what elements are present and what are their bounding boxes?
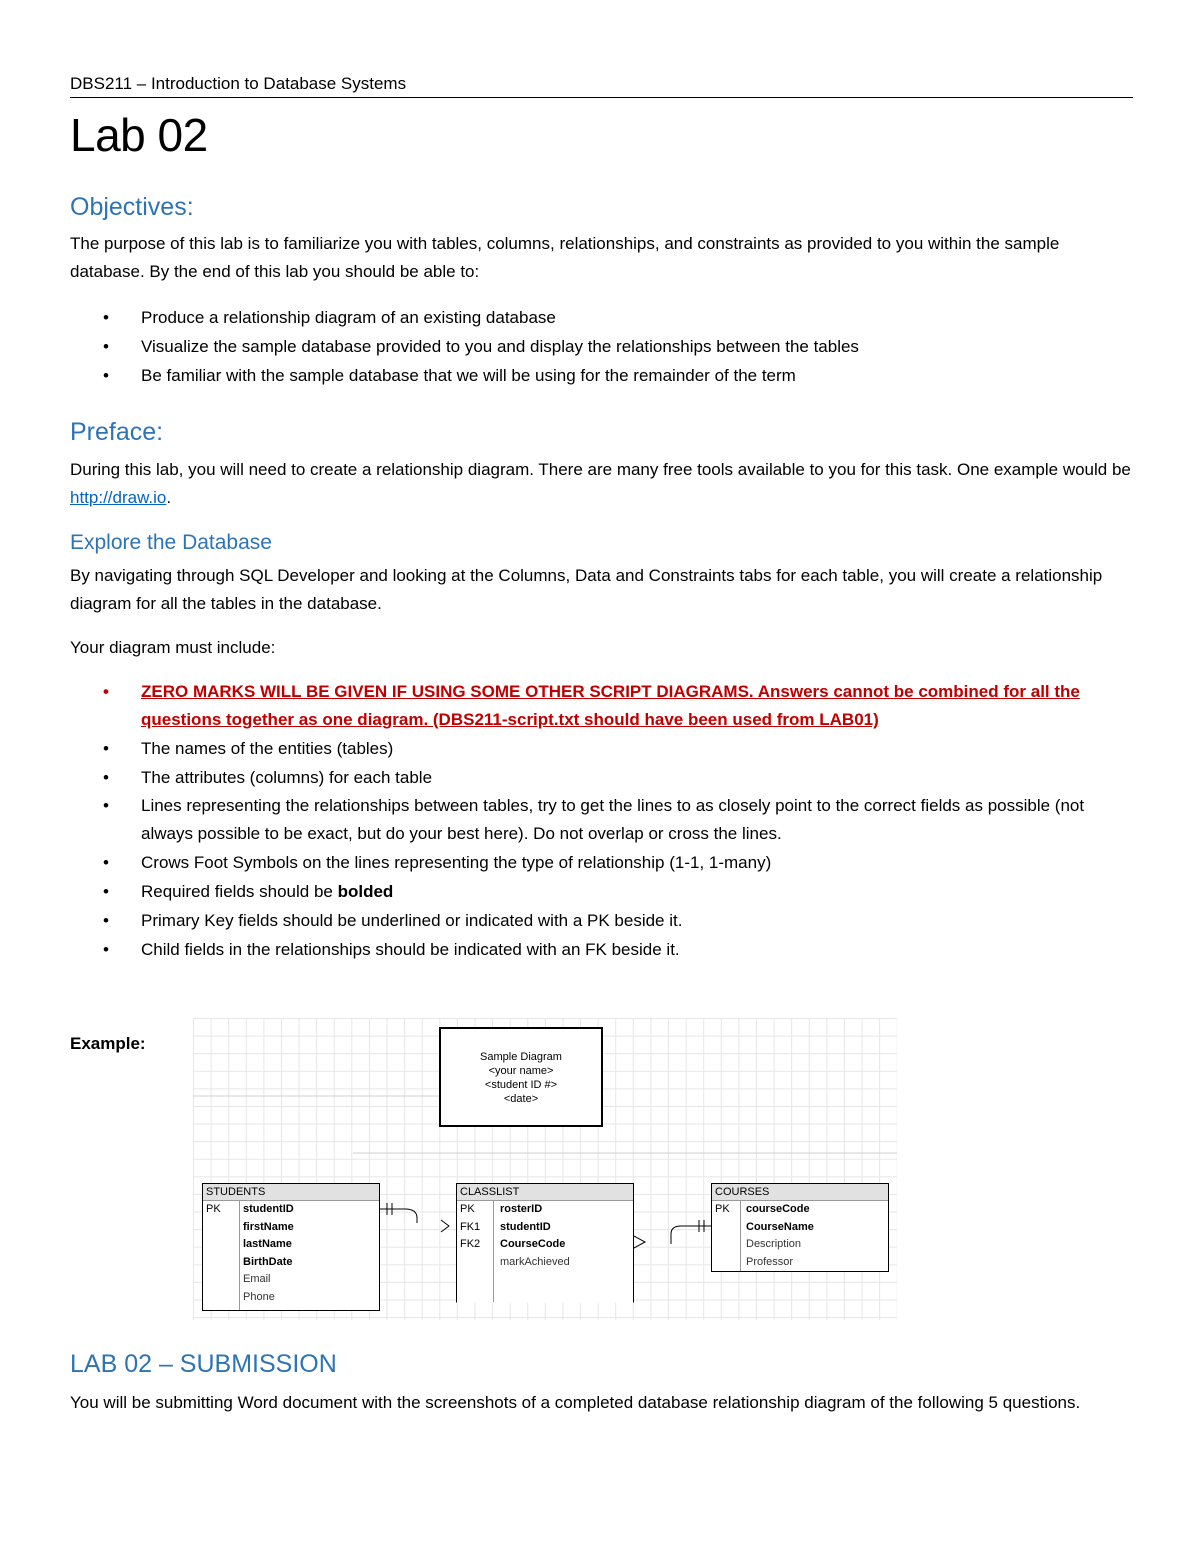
key-label: FK1 <box>460 1220 481 1233</box>
sample-line: <student ID #> <box>484 1079 558 1091</box>
key-label: PK <box>206 1203 221 1215</box>
entity-courses <box>711 1183 889 1272</box>
entity-classlist <box>456 1183 634 1303</box>
key-label: PK <box>715 1203 730 1215</box>
key-label: FK2 <box>460 1238 481 1250</box>
list-item: • The attributes (columns) for each table <box>70 763 1133 792</box>
attribute: markAchieved <box>500 1255 570 1268</box>
sample-diagram-box <box>439 1027 603 1127</box>
objectives-list <box>70 303 1133 390</box>
list-item: • Crows Foot Symbols on the lines representing the type of relationship (1-1, 1-many) <box>70 848 1133 877</box>
list-item: • Visualize the sample database provided to you and display the relationships between the tables <box>70 332 1133 361</box>
list-item: • Child fields in the relationships should be indicated with an FK beside it. <box>70 935 1133 964</box>
page-title: Lab 02 <box>70 109 208 161</box>
explore-text: By navigating through SQL Developer and looking at the Columns, Data and Constraints tabs for each table, you will create a relationship diagram for all the tables in the database. <box>70 566 1103 613</box>
entity-title: STUDENTS <box>203 1184 379 1201</box>
entity-title: CLASSLIST <box>457 1184 633 1201</box>
required-bold-text: bolded <box>337 882 394 901</box>
warning-item: • ZERO MARKS WILL BE GIVEN IF USING SOME OTHER SCRIPT DIAGRAMS. Answers cannot be combined for all the questions together as one diagram. (DBS211-script.txt should have been used from LAB01) <box>70 678 1133 734</box>
list-item <box>70 877 1133 906</box>
list-item: • Lines representing the relationships between tables, try to get the lines to as closely point to the correct fields as possible (not always possible to be exact, but do your best here). Do not overlap or cross the lines. <box>70 792 1133 848</box>
key-label: PK <box>460 1203 475 1215</box>
example-diagram <box>193 1018 897 1320</box>
attribute: BirthDate <box>243 1255 293 1268</box>
preface-text-end: . <box>166 488 172 507</box>
example-label: Example: <box>70 1034 146 1053</box>
list-item: • Produce a relationship diagram of an existing database <box>70 303 1133 332</box>
attribute: studentID <box>500 1220 551 1233</box>
explore-heading: Explore the Database <box>70 531 272 554</box>
running-header: DBS211 – Introduction to Database Systems <box>70 74 1133 98</box>
submission-heading: LAB 02 – SUBMISSION <box>70 1350 337 1378</box>
attribute: courseCode <box>746 1203 810 1215</box>
attribute: CourseName <box>746 1220 814 1233</box>
preface-text-start: During this lab, you will need to create a relationship diagram. There are many free tools available to you for this task. One example would be <box>70 460 1131 479</box>
list-item: • Primary Key fields should be underlined or indicated with a PK beside it. <box>70 906 1133 935</box>
preface-heading: Preface: <box>70 418 164 446</box>
attribute: CourseCode <box>500 1238 566 1250</box>
attribute: studentID <box>243 1203 294 1215</box>
entity-students <box>202 1183 380 1311</box>
required-text: Required fields should be <box>141 882 338 901</box>
list-item: • Be familiar with the sample database that we will be using for the remainder of the term <box>70 361 1133 390</box>
connector-students-classlist <box>379 1209 417 1223</box>
attribute: Professor <box>746 1255 794 1268</box>
crows-foot-many <box>634 1236 645 1248</box>
sample-line: Sample Diagram <box>480 1051 562 1063</box>
attribute: Description <box>746 1238 802 1250</box>
list-item: • The names of the entities (tables) <box>70 734 1133 763</box>
attribute: Email <box>243 1273 271 1285</box>
requirements-list <box>70 678 1133 964</box>
attribute: Phone <box>243 1290 275 1303</box>
submission-text: You will be submitting Word document with the screenshots of a completed database relationship diagram of the following 5 questions. <box>70 1393 1081 1412</box>
crows-foot-many <box>441 1220 449 1232</box>
sample-line: <date> <box>503 1093 539 1105</box>
preface-text <box>70 456 1133 512</box>
attribute: rosterID <box>500 1203 543 1215</box>
attribute: lastName <box>243 1238 292 1250</box>
must-include-text: Your diagram must include: <box>70 638 276 657</box>
attribute: firstName <box>243 1220 294 1233</box>
entity-title: COURSES <box>712 1184 888 1201</box>
connector-classlist-courses <box>671 1226 711 1244</box>
objectives-heading: Objectives: <box>70 193 194 221</box>
drawio-link[interactable]: http://draw.io <box>70 488 167 507</box>
objectives-intro: The purpose of this lab is to familiarize you with tables, columns, relationships, and constraints as provided to you within the sample database. By the end of this lab you should be able to: <box>70 234 1060 281</box>
sample-line: <your name> <box>488 1065 554 1077</box>
